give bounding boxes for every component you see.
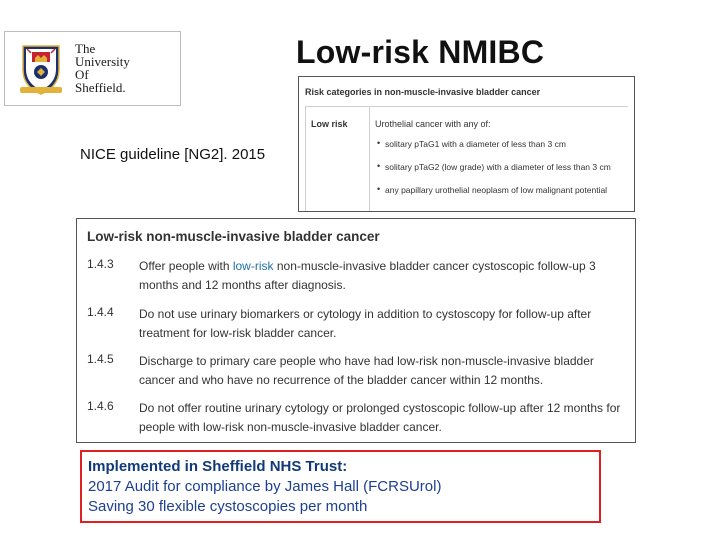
risk-definition: Urothelial cancer with any of: bbox=[375, 119, 491, 129]
implementation-line: Saving 30 flexible cystoscopies per month bbox=[88, 498, 368, 515]
recommendation-text: Discharge to primary care people who have had low-risk non-muscle-invasive bladder cancer and who have no recurrence of the bladder cancer within 12 months. bbox=[139, 354, 594, 387]
recommendation-text-start: Offer people with bbox=[139, 259, 233, 273]
list-item: • solitary pTaG1 with a diameter of less than 3 cm bbox=[377, 139, 611, 162]
low-risk-link[interactable]: low-risk bbox=[232, 259, 274, 273]
recommendation-number: 1.4.4 bbox=[87, 305, 114, 319]
list-item: • solitary pTaG2 (low grade) with a diameter of less than 3 cm bbox=[377, 162, 611, 185]
logo-line: The bbox=[75, 41, 96, 56]
recommendation-number: 1.4.6 bbox=[87, 399, 114, 413]
recommendation-text bbox=[139, 257, 629, 295]
table-divider bbox=[305, 107, 306, 211]
recommendations-panel bbox=[76, 218, 636, 443]
table-divider bbox=[369, 107, 370, 211]
slide-title: Low-risk NMIBC bbox=[296, 34, 545, 70]
table-divider bbox=[305, 106, 628, 107]
logo-line: University bbox=[75, 54, 130, 69]
university-name bbox=[75, 42, 130, 94]
risk-criteria-list bbox=[377, 139, 611, 208]
university-logo bbox=[4, 31, 181, 106]
recommendation-text: Do not use urinary biomarkers or cytology in addition to cystoscopy for follow-up after treatment for low-risk bladder cancer. bbox=[139, 307, 592, 340]
implementation-line: 2017 Audit for compliance by James Hall (FCRSUrol) bbox=[88, 478, 442, 495]
recommendations-heading: Low-risk non-muscle-invasive bladder cancer bbox=[87, 229, 380, 244]
recommendation-number: 1.4.3 bbox=[87, 257, 114, 271]
nice-reference: NICE guideline [NG2]. 2015 bbox=[80, 146, 266, 163]
recommendation-text-rest: non-muscle-invasive bladder cancer cystoscopic follow-up 3 months and 12 months after diagnosis. bbox=[139, 259, 596, 292]
recommendation-text: Do not offer routine urinary cytology or prolonged cystoscopic follow-up after 12 months for people with low-risk non-muscle-invasive bladder cancer. bbox=[139, 401, 621, 434]
risk-categories-table bbox=[298, 76, 635, 212]
university-crest-icon bbox=[18, 40, 64, 96]
implementation-callout bbox=[80, 450, 601, 523]
recommendation-number: 1.4.5 bbox=[87, 352, 114, 366]
risk-table-caption: Risk categories in non-muscle-invasive bladder cancer bbox=[305, 87, 541, 97]
logo-line: Sheffield. bbox=[75, 80, 126, 95]
list-item: • any papillary urothelial neoplasm of low malignant potential bbox=[377, 185, 611, 208]
risk-category-label: Low risk bbox=[311, 119, 348, 129]
implementation-title: Implemented in Sheffield NHS Trust: bbox=[88, 458, 348, 475]
logo-line: Of bbox=[75, 67, 89, 82]
